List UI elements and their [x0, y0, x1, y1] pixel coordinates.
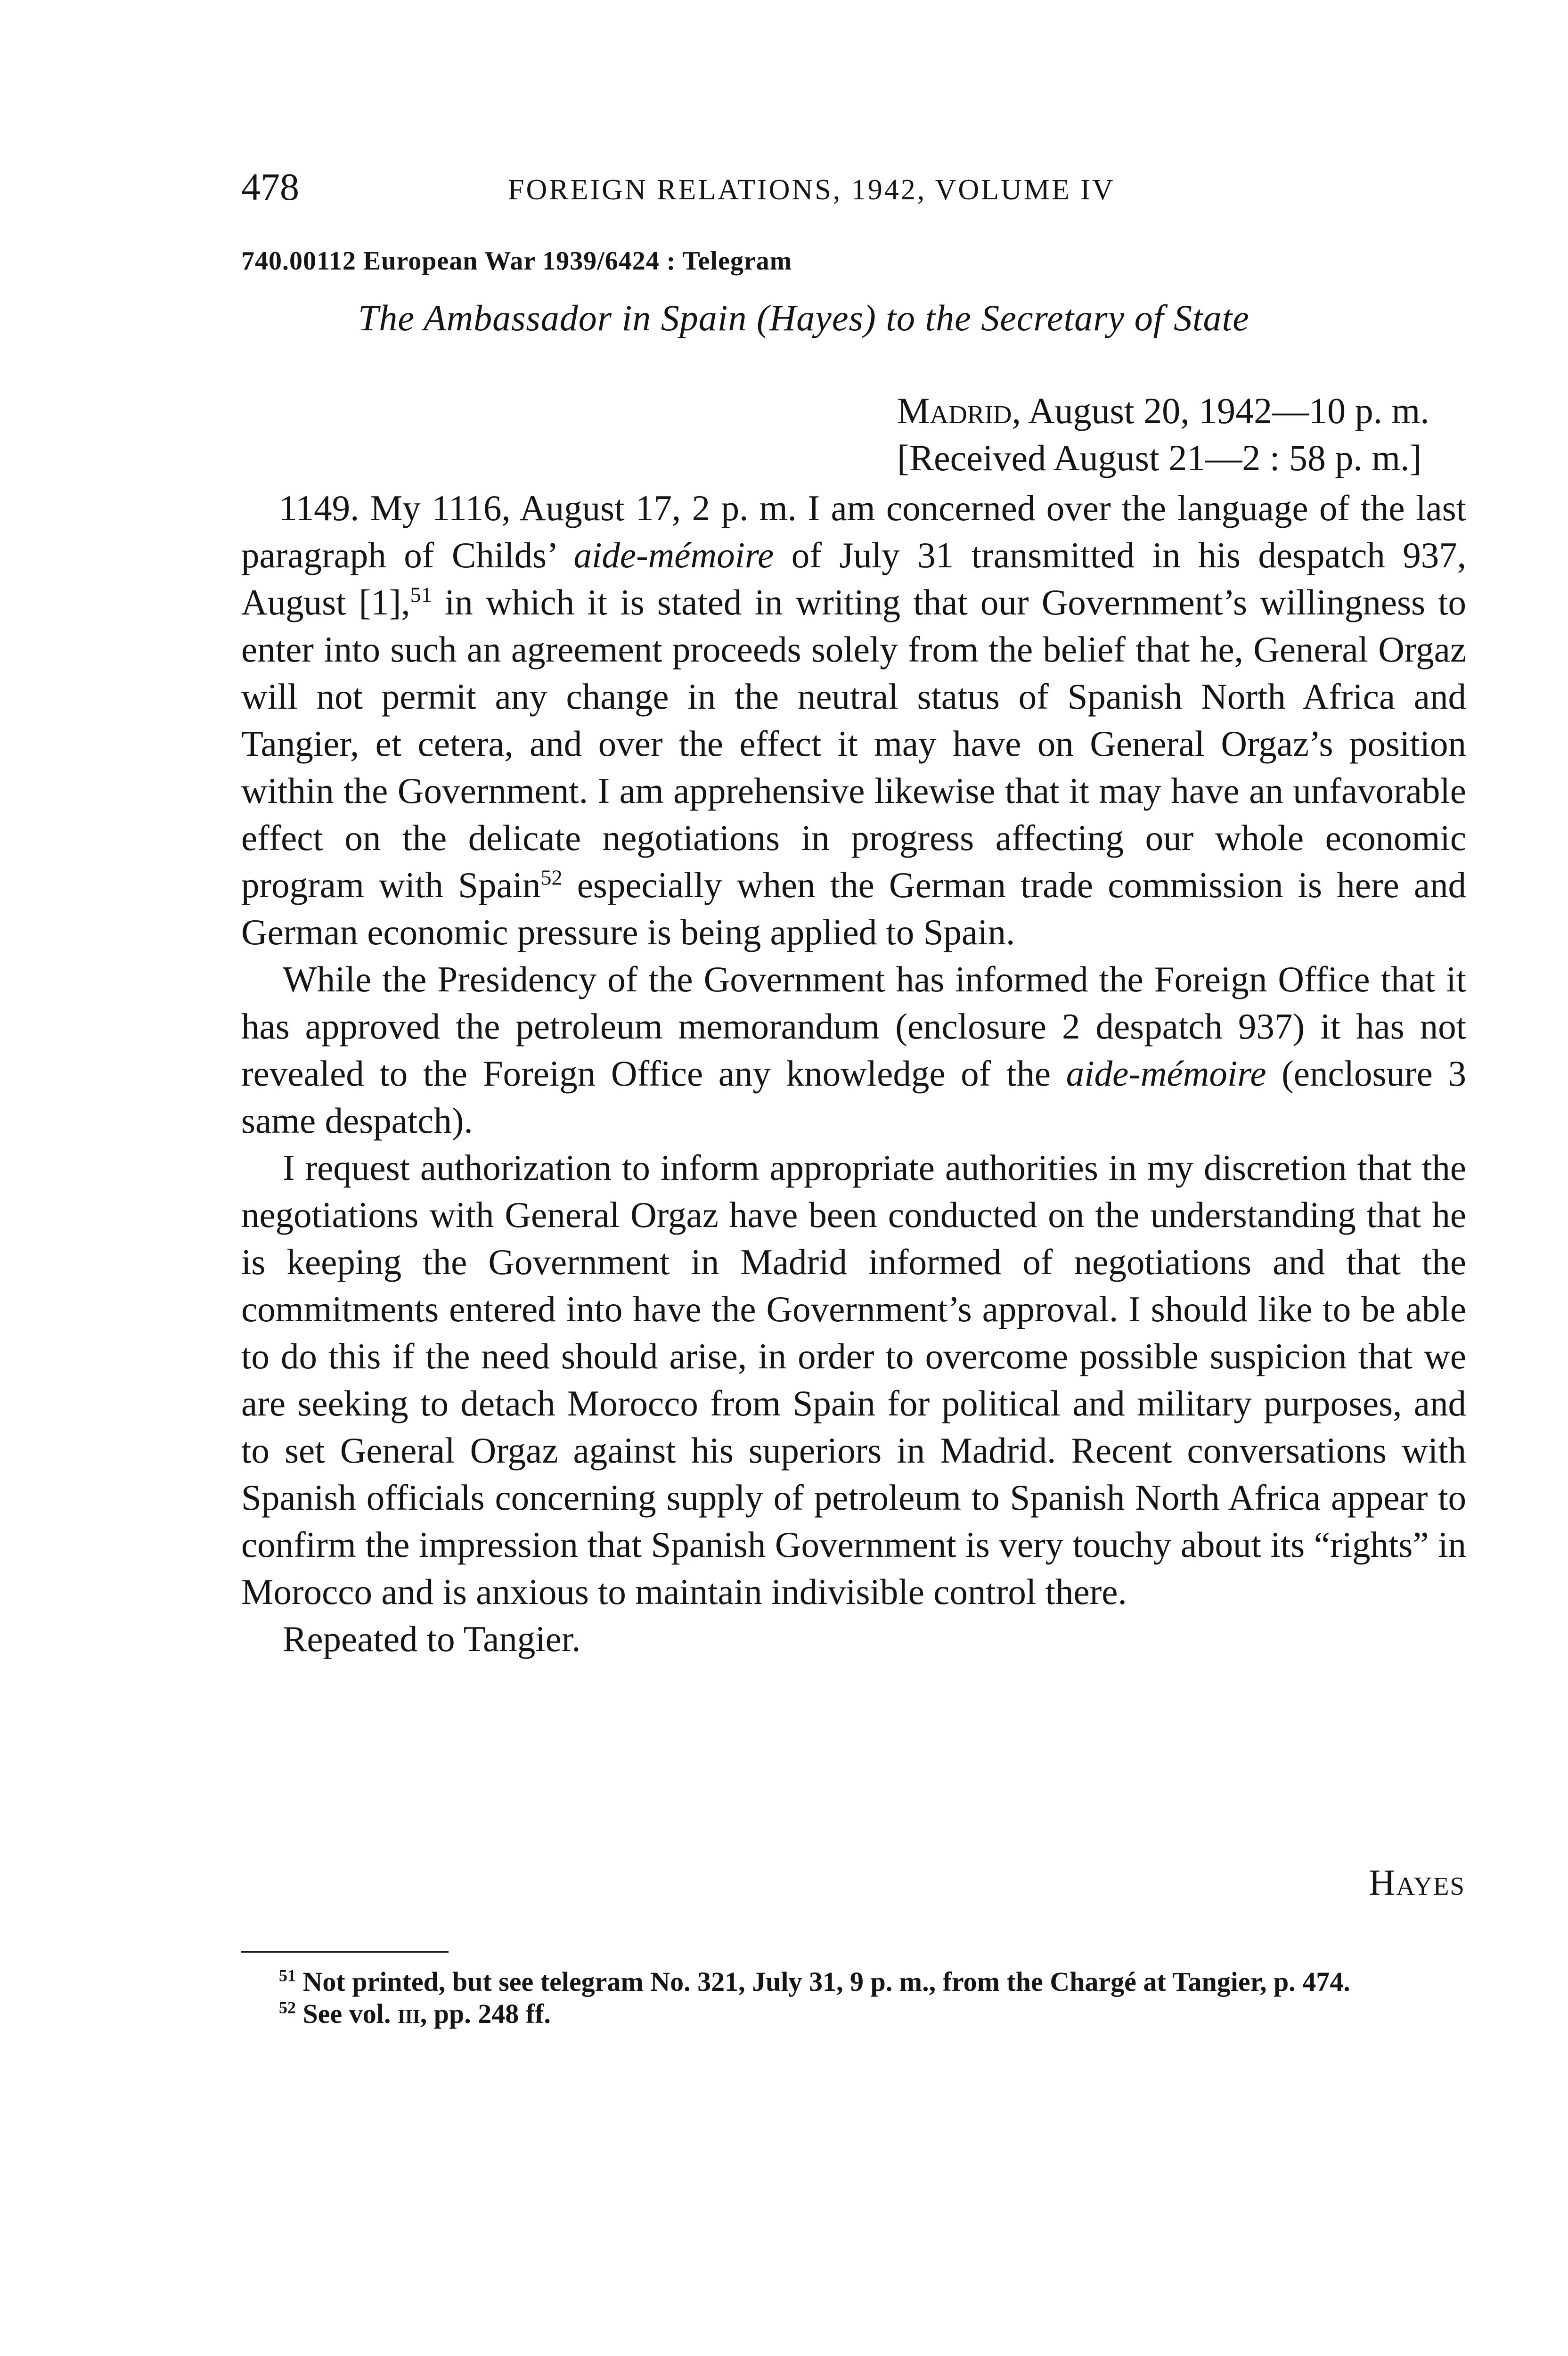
- footnotes: [241, 1966, 1466, 2030]
- paragraph-1-text-a: 1149. My 1116, August 17, 2 p. m. I am concerned over the language of the last paragraph of Childs’: [241, 488, 1466, 575]
- paragraph-2-text-b: (enclosure 3 same despatch).: [241, 1053, 1467, 1141]
- aide-memoire-term: aide-mémoire: [573, 535, 774, 575]
- aide-memoire-term: aide-mémoire: [1066, 1053, 1266, 1094]
- paragraph-1: [241, 484, 1466, 956]
- paragraph-2: [241, 956, 1466, 1144]
- footnote-marker: 51: [279, 1966, 296, 1985]
- dateline: [897, 387, 1429, 482]
- footnote-marker: 52: [279, 1998, 296, 2017]
- paragraph-4: Repeated to Tangier.: [283, 1619, 581, 1659]
- page-number: 478: [241, 165, 299, 208]
- running-head: [241, 166, 1297, 208]
- footnote-text: Not printed, but see telegram No. 321, July 31, 9 p. m., from the Chargé at Tangier, p. 474.: [296, 1966, 1350, 1997]
- dateline-received: [Received August 21—2 : 58 p. m.]: [897, 437, 1422, 478]
- running-title: FOREIGN RELATIONS, 1942, VOLUME IV: [508, 174, 1115, 206]
- file-reference: 740.00112 European War 1939/6424 : Telegram: [241, 246, 792, 276]
- footnote-ref-52: 52: [540, 865, 563, 890]
- paragraph-2-text-a: While the Presidency of the Government has informed the Foreign Office that it has approved the petroleum memorandum (enclosure 2 despatch 937) it has not revealed to the Foreign Office any knowledge of the: [241, 959, 1466, 1094]
- footnote-divider: [241, 1951, 449, 1953]
- paragraph-1-text-b: of July 31 transmitted in his despatch 937, August [1],: [241, 535, 1466, 622]
- telegram-body: [241, 484, 1466, 1662]
- footnote-52: [241, 1998, 1466, 2030]
- paragraph-1-text-c: in which it is stated in writing that our Government’s willingness to enter into such an agreement proceeds solely from the belief that he, General Orgaz will not permit any change in the neutral status of Spanish North Africa and Tangier, et cetera, and over the effect it may have on General Orgaz’s position within the Government. I am apprehensive likewise that it may have an unfavorable effect on the delicate negotiations in progress affecting our whole economic program with Spain: [241, 582, 1467, 905]
- paragraph-3: I request authorization to inform appropriate authorities in my discretion that the negotiations with General Orgaz have been conducted on the understanding that he is keeping the Government in Madrid informed of negotiations and that the commitments entered into have the Government’s approval. I should like to be able to do this if the need should arise, in order to overcome possible suspicion that we are seeking to detach Morocco from Spain for political and military purposes, and to set General Orgaz against his superiors in Madrid. Recent conversations with Spanish officials concerning supply of petroleum to Spanish North Africa appear to confirm the impression that Spanish Government is very touchy about its “rights” in Morocco and is anxious to maintain indivisible control there.: [241, 1147, 1466, 1612]
- footnote-ref-51: 51: [410, 582, 432, 607]
- dateline-sent-time: , August 20, 1942—10 p. m.: [1012, 390, 1429, 431]
- footnote-51: [241, 1966, 1466, 1998]
- paragraph-1-text-d: especially when the German trade commission is here and German economic pressure is being applied to Spain.: [241, 865, 1466, 952]
- dateline-sent: [897, 387, 1429, 434]
- footnote-text: See vol.: [296, 1998, 398, 2029]
- footnote-volume: iii: [397, 1998, 420, 2029]
- footnote-text: , pp. 248 ff.: [420, 1998, 551, 2029]
- dateline-place: Madrid: [897, 390, 1012, 431]
- document-heading: The Ambassador in Spain (Hayes) to the Secretary of State: [358, 297, 1250, 338]
- signature: Hayes: [1369, 1862, 1465, 1903]
